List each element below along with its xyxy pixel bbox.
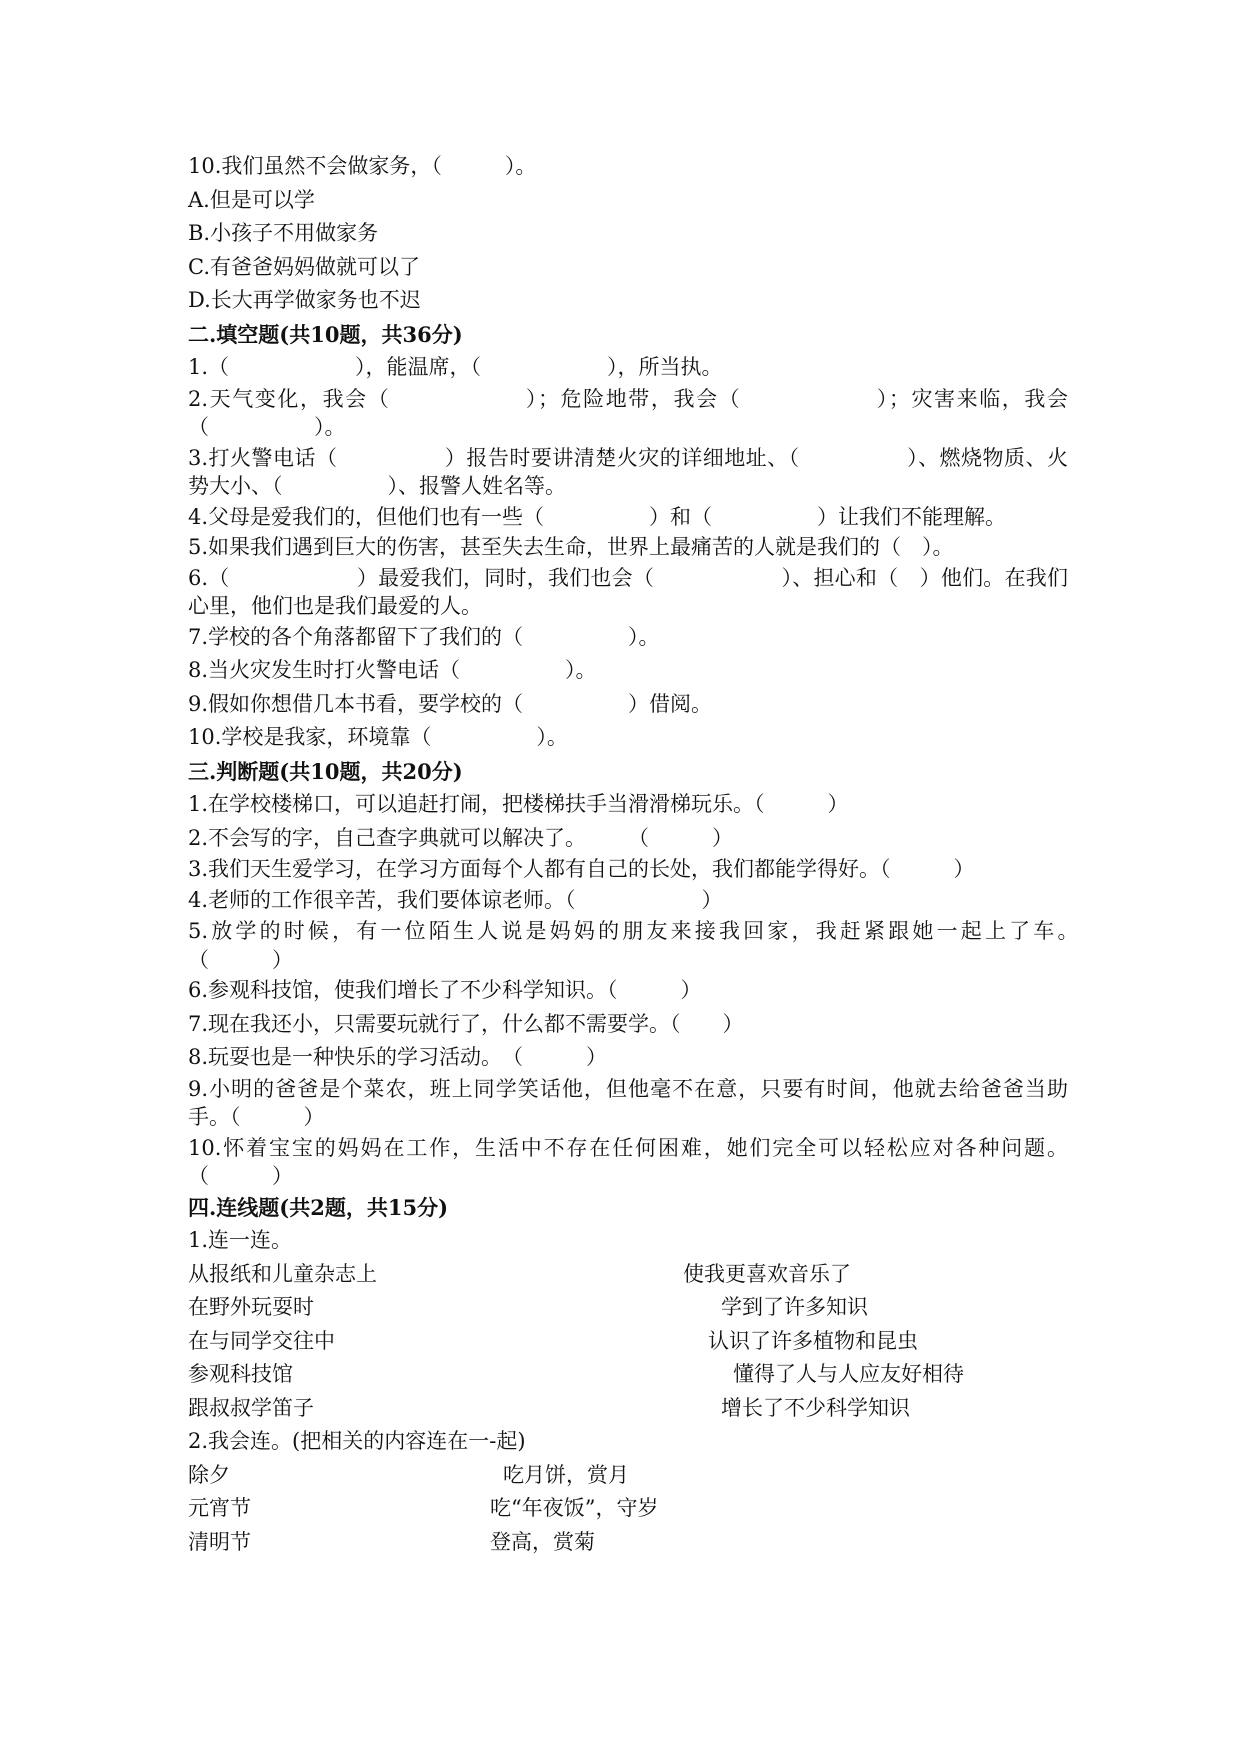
judge-item-7: 7.现在我还小，只需要玩就行了，什么都不需要学。（ ） [188,1011,744,1036]
match-right: 使我更喜欢音乐了 [683,1261,851,1286]
match-left: 在野外玩耍时 [188,1295,314,1319]
option-d: D.长大再学做家务也不迟 [188,288,421,312]
question-10: 10.我们虽然不会做家务，（ ）。 [188,154,537,178]
judge-item-3: 3.我们天生爱学习，在学习方面每个人都有自己的长处，我们都能学得好。（ ） [188,857,975,881]
fill-item-9: 9.假如你想借几本书看，要学校的（ ）借阅。 [188,691,713,716]
match-right: 登高，赏菊 [490,1529,595,1554]
judge-item-4: 4.老师的工作很辛苦，我们要体谅老师。（ ） [188,887,723,912]
match-right: 认识了许多植物和昆虫 [708,1328,918,1353]
judge-item-5: 5.放学的时候，有一位陌生人说是妈妈的朋友来接我回家，我赶紧跟她一起上了车。 （ ） [188,919,1110,972]
fill-item-5: 5.如果我们遇到巨大的伤害，甚至失去生命，世界上最痛苦的人就是我们的（ ）。 [188,535,954,559]
match-right: 吃月饼，赏月 [503,1462,629,1487]
match-left: 元宵节 [188,1496,251,1520]
judge-item-2: 2.不会写的字，自己查字典就可以解决了。 （ ） [188,825,734,850]
match-pair [188,1325,1068,1359]
option-c: C.有爸爸妈妈做就可以了 [188,254,420,279]
match-right: 增长了不少科学知识 [721,1395,910,1420]
match-pair [188,1526,1068,1560]
match-left: 除夕 [188,1462,230,1487]
match-q1-title: 1.连一连。 [188,1228,293,1252]
match-pair [188,1358,1068,1392]
match-left: 参观科技馆 [188,1362,293,1386]
section-heading-judge: 三.判断题(共10题，共20分) [188,758,463,784]
match-pair [188,1492,1068,1526]
match-pair [188,1459,1068,1493]
match-left: 跟叔叔学笛子 [188,1395,314,1420]
judge-item-10: 10.怀着宝宝的妈妈在工作，生活中不存在任何困难，她们完全可以轻松应对各种问题。（ ） [188,1135,1068,1188]
match-pair [188,1291,1068,1325]
match-q2-title: 2.我会连。(把相关的内容连在一-起) [188,1429,526,1453]
match-left: 清明节 [188,1529,251,1554]
judge-item-1: 1.在学校楼梯口，可以追赶打闹，把楼梯扶手当滑滑梯玩乐。（ ） [188,792,849,816]
judge-item-9: 9.小明的爸爸是个菜农，班上同学笑话他，但他毫不在意，只要有时间，他就去给爸爸当助手。（ ） [188,1076,1068,1129]
worksheet-page [188,150,1110,1559]
option-a: A.但是可以学 [188,187,315,212]
match-right: 懂得了人与人应友好相待 [733,1362,964,1386]
fill-item-3: 3.打火警电话（ ）报告时要讲清楚火灾的详细地址、（ ）、燃烧物质、火势大小、（ ）、报警人姓名等。 [188,445,1068,498]
match-right: 吃“年夜饭”，守岁 [490,1496,659,1520]
fill-item-7: 7.学校的各个角落都留下了我们的（ ）。 [188,624,660,649]
judge-item-6: 6.参观科技馆，使我们增长了不少科学知识。（ ） [188,978,702,1002]
fill-item-1: 1.（ ），能温席，（ ），所当执。 [188,355,723,379]
match-pair [188,1392,1068,1426]
match-left: 从报纸和儿童杂志上 [188,1261,377,1286]
fill-item-6: 6.（ ）最爱我们，同时，我们也会（ ）、担心和（ ）他们。在我们心里，他们也是我们最爱的人。 [188,565,1068,618]
judge-item-8: 8.玩耍也是一种快乐的学习活动。 （ ） [188,1045,608,1069]
section-heading-fill: 二.填空题(共10题，共36分) [188,321,463,347]
match-right: 学到了许多知识 [721,1295,868,1319]
match-pair [188,1258,1068,1292]
fill-item-2: 2.天气变化，我会（ ）；危险地带，我会（ ）；灾害来临，我会（ ）。 [188,386,1068,439]
option-b: B.小孩子不用做家务 [188,221,379,245]
fill-item-4: 4.父母是爱我们的，但他们也有一些（ ）和（ ）让我们不能理解。 [188,504,1007,529]
fill-item-8: 8.当火灾发生时打火警电话（ ）。 [188,658,597,682]
fill-item-10: 10.学校是我家，环境靠（ ）。 [188,725,568,749]
match-left: 在与同学交往中 [188,1328,335,1353]
section-heading-match: 四.连线题(共2题，共15分) [188,1194,449,1220]
